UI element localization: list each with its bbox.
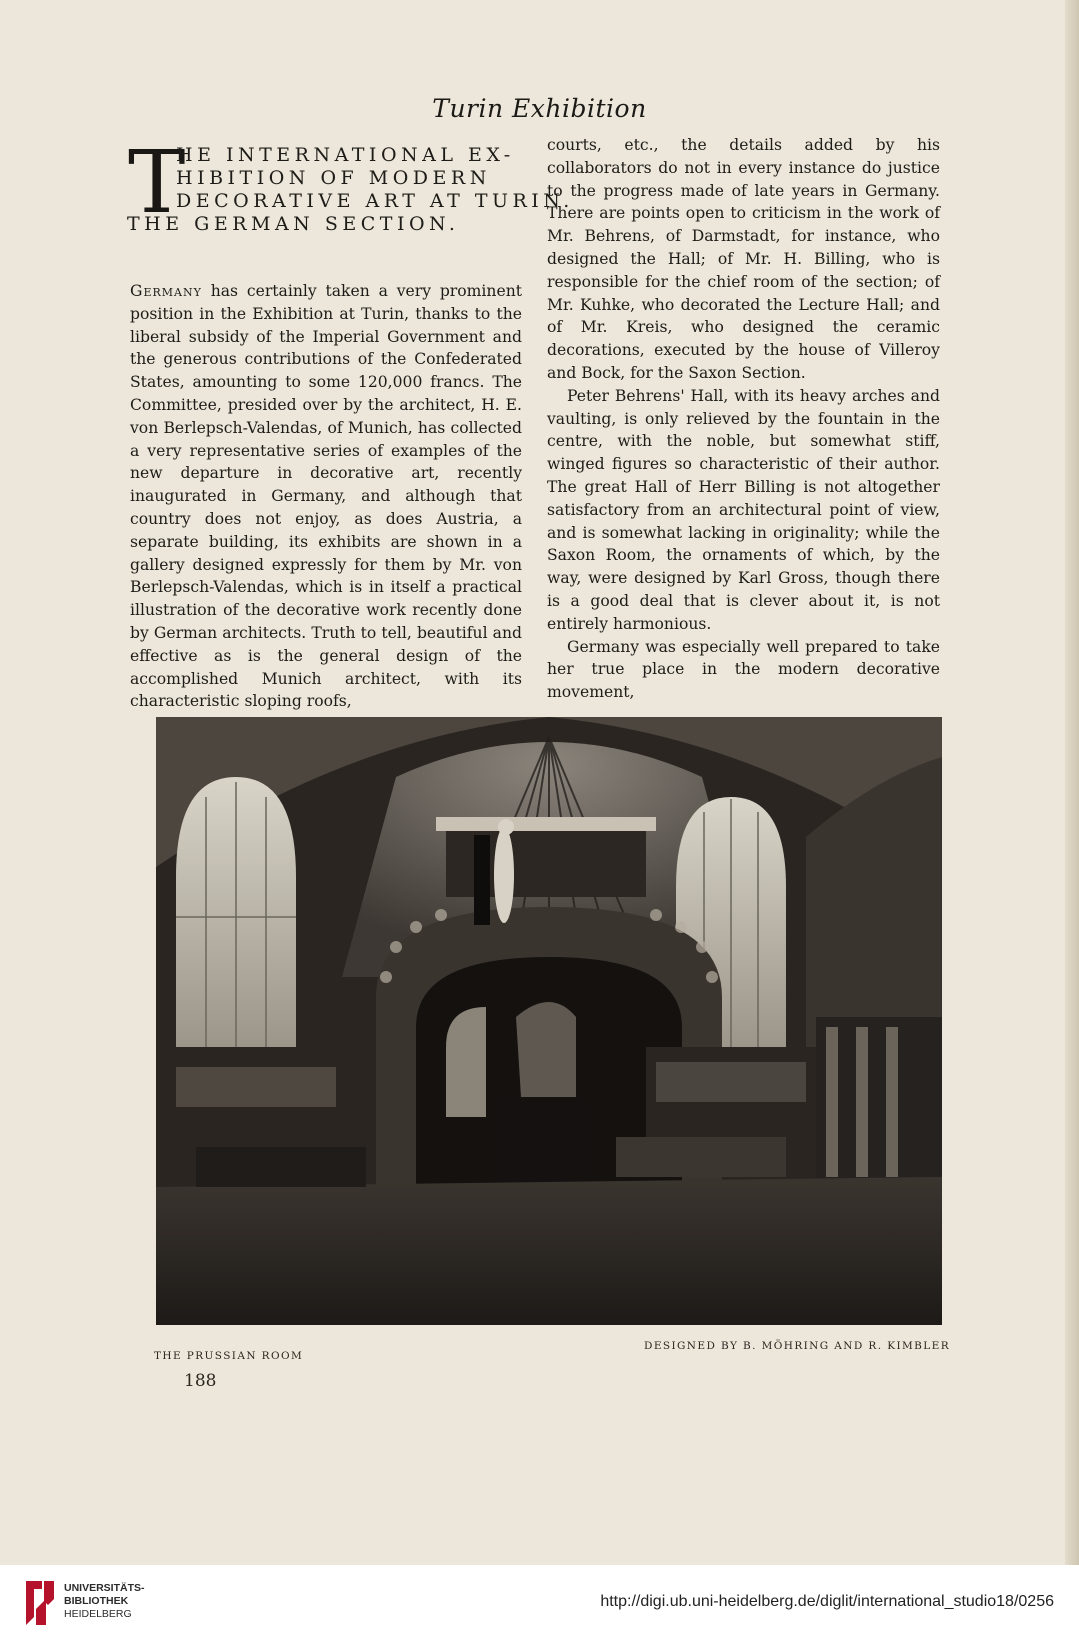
page-number: 188: [184, 1371, 217, 1391]
title-line-1: HE INTERNATIONAL EX-: [176, 144, 515, 166]
left-column: [127, 133, 574, 713]
paragraph-2: Peter Behrens' Hall, with its heavy arches and vaulting, is only relieved by the fountain in the centre, with the noble, but somewhat stiff, winged figures so characteristic of their author. The great Hall of Herr Billing is not altogether satisfactory from an architectural point of view, and is somewhat lacking in originality; while the Saxon Room, the ornaments of which, by the way, were designed by Karl Gross, though there is a good deal that is clever about it, is not entirely harmonious.: [547, 386, 940, 633]
paragraph-1-continued: courts, etc., the details added by his collaborators do not in every instance do justice to the progress made of late years in Germany. There are points open to criticism in the work of Mr. Behrens, of Darmstadt, for instance, who designed the Hall; of Mr. H. Billing, who is responsible for the chief room of the section; of Mr. Kuhke, who decorated the Lecture Hall; and of Mr. Kreis, who designed the ceramic decorations, executed by the house of Villeroy and Bock, for the Saxon Section.: [547, 136, 940, 382]
right-column: [547, 134, 940, 704]
running-head: Turin Exhibition: [432, 94, 647, 123]
library-line-3: HEIDELBERG: [64, 1608, 132, 1620]
lead-word: Germany: [130, 282, 202, 300]
library-line-2: BIBLIOTHEK: [64, 1595, 129, 1607]
source-url-link[interactable]: http://digi.ub.uni-heidelberg.de/diglit/international_studio18/0256: [600, 1593, 1054, 1610]
library-name: [64, 1582, 145, 1621]
paragraph-3: Germany was especially well prepared to take her true place in the modern decorative movement,: [547, 637, 940, 702]
photo-illustration: [156, 717, 942, 1325]
title-line-4: THE GERMAN SECTION.: [127, 213, 460, 235]
article-title-block: [127, 133, 574, 258]
paragraph-1: [130, 280, 522, 713]
title-line-2: HIBITION OF MODERN: [176, 167, 491, 189]
digitization-footer: [0, 1565, 1079, 1643]
library-line-1: UNIVERSITÄTS-: [64, 1582, 145, 1594]
paragraph-1-text: has certainly taken a very prominent position in the Exhibition at Turin, thanks to the liberal subsidy of the Imperial Government and the generous contributions of the Confederated States, amounting to some 120,000 francs. The Committee, presided over by the architect, H. E. von Berlepsch-Valendas, of Munich, has collected a very representative series of examples of the new departure in decorative art, recently inaugurated in Germany, and although that country does not enjoy, as does Austria, a separate building, its exhibits are shown in a gallery designed expressly for them by Mr. von Berlepsch-Valendas, which is in itself a practical illustration of the decorative work recently done by German architects. Truth to tell, beautiful and effective as is the general design of the accomplished Munich architect, with its characteristic sloping roofs,: [130, 282, 522, 711]
page-edge-shadow: [1065, 0, 1079, 1565]
prussian-room-photograph: [156, 717, 942, 1325]
figure-caption-title: THE PRUSSIAN ROOM: [154, 1350, 304, 1362]
title-line-3: DECORATIVE ART AT TURIN.: [176, 190, 574, 212]
library-logo-icon: [22, 1579, 58, 1631]
figure-caption-credit: DESIGNED BY B. MÖHRING AND R. KIMBLER: [644, 1340, 951, 1352]
left-column-body: [130, 280, 522, 713]
drop-cap: T: [128, 133, 186, 233]
